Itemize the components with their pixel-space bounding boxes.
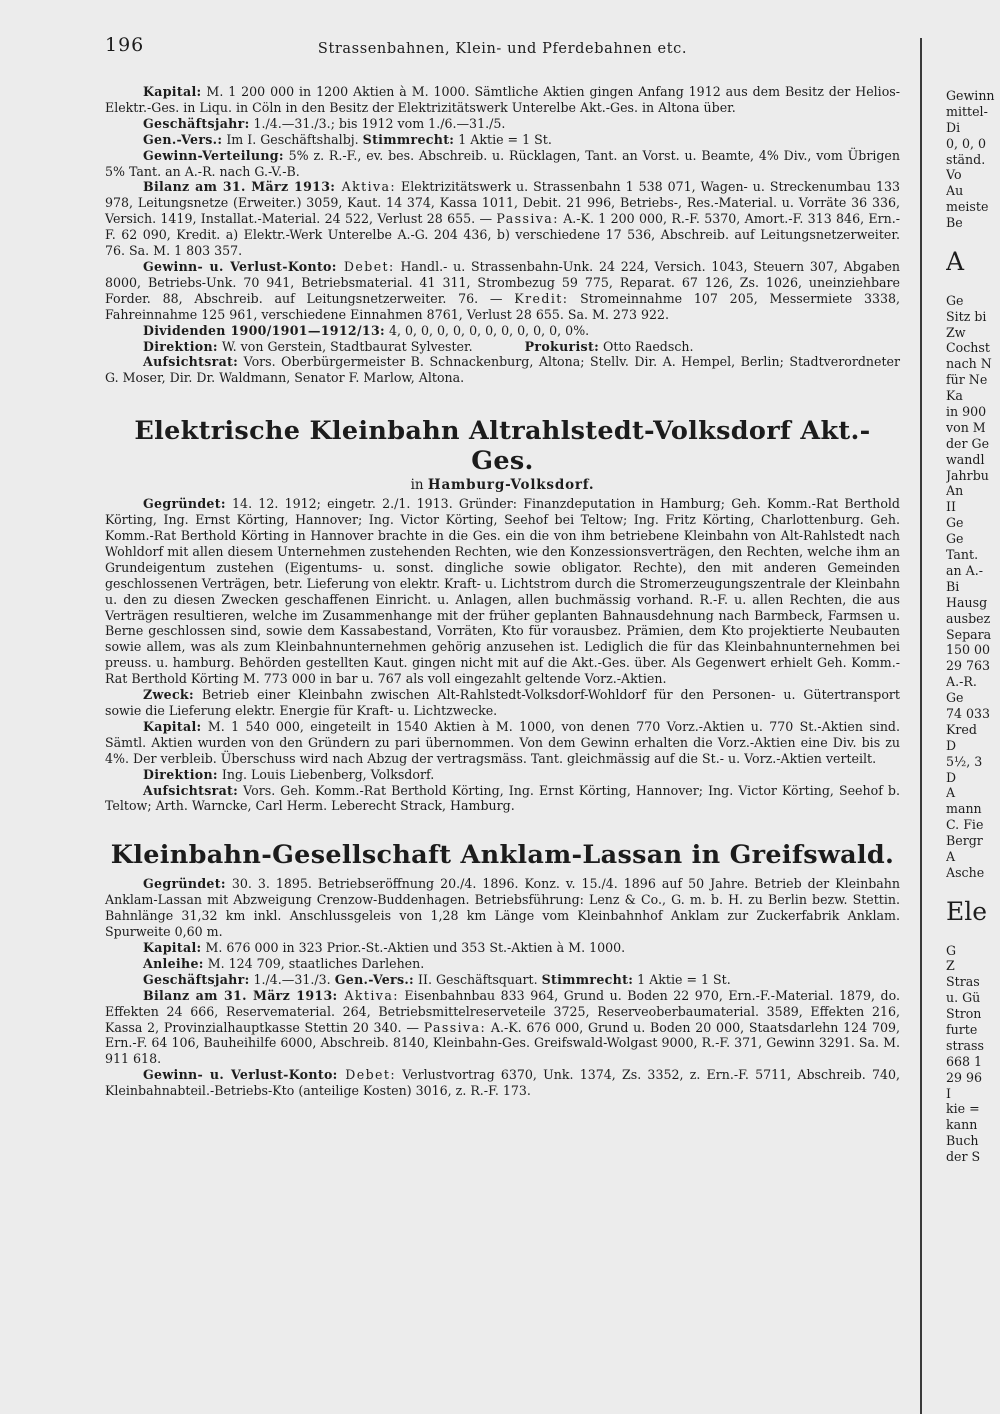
fragment-line: 29 96 [946, 1069, 983, 1085]
label-passiva: Passiva: [423, 1019, 487, 1035]
label-aktiva: Aktiva: [337, 987, 399, 1003]
fragment-line: Zw [946, 324, 966, 340]
text-kapital: M. 676 000 in 323 Prior.-St.-Aktien und 353 St.-Aktien à M. 1000. [201, 939, 626, 955]
label-stimmrecht: Stimmrecht: [541, 971, 634, 987]
fragment-line: Bi [946, 578, 960, 594]
label-gewinn-verlust: Gewinn- u. Verlust-Konto: [143, 258, 337, 274]
text-geschaeftsjahr: 1./4.—31./3.; bis 1912 vom 1./6.—31./5. [249, 115, 506, 131]
paragraph-aufsichtsrat [105, 783, 900, 815]
fragment-line: An [946, 483, 964, 499]
fragment-line: ständ. [946, 151, 986, 167]
label-passiva: Passiva: [496, 211, 559, 227]
fragment-line: mittel- [946, 103, 988, 119]
paragraph-direktion [105, 767, 900, 783]
text-debet: Handl.- u. Strassenbahn-Unk. 24 224, Versich. 1043, Steuern 307, Abgaben 8000, Betriebs-Unk. 70 941, Betriebsmaterial. 41 311, Strombezug 59 775, Reparat. 67 126, Zs. 1026, uneinziehbare Forder. 88, Abschreib. auf Leitungsnetzerweiter. 76. — [105, 258, 901, 306]
text-aktiva: Eisenbahnbau 833 964, Grund u. Boden 22 970, Ern.-F.-Material. 1879, do. Effekten 24 666, Reservematerial. 264, Betriebsmittelreserveteile 3725, Reserveoberbaumaterial. 3589, Effekten 216, Kassa 2, Provinzialhauptkasse Stettin 20 340. — [105, 987, 900, 1035]
entry-anklam-lassan [105, 876, 900, 1099]
company-location [105, 476, 900, 494]
fragment-line: 150 00 [946, 642, 991, 658]
text-kapital: M. 1 540 000, eingeteilt in 1540 Aktien à M. 1000, von denen 770 Vorz.-Aktien u. 770 St.-Aktien sind. Sämtl. Aktien wurden von den Gründern zu pari übernommen. Von dem Gewinn erhalten die Vorz.-Aktien eine Div. bis zu 4%. Der verbleib. Überschuss wird nach Abzug der vertragsmäss. Tant. gleichmässig auf die St.- u. Vorz.-Aktien verteilt. [105, 718, 900, 766]
fragment-line: Stras [946, 974, 980, 990]
label-debet: Debet: [337, 1067, 396, 1083]
text-stimmrecht: 1 Aktie = 1 St. [633, 971, 731, 987]
fragment-line: Jahrbu [946, 467, 989, 483]
paragraph-aufsichtsrat [105, 354, 900, 386]
fragment-line: Kred [946, 721, 977, 737]
fragment-line: meiste [946, 199, 989, 215]
fragment-line: Ge [946, 292, 964, 308]
text-gewinn-verteilung: 5% z. R.-F., ev. bes. Abschreib. u. Rücklagen, Tant. an Vorst. u. Beamte, 4% Div., vom Übrigen 5% Tant. an A.-R. nach G.-V.-B. [105, 147, 900, 179]
fragment-line: 74 033 [946, 705, 991, 721]
paragraph-direktion [105, 339, 900, 355]
fragment-line [946, 277, 1000, 293]
text-kredit: Stromeinnahme 107 205, Messermiete 3338, Fahreinnahme 125 961, verschiedene Einnahmen 8761, Verlust 28 655. Sa. M. 273 922. [105, 290, 901, 322]
fragment-line [946, 231, 1000, 247]
paragraph-geschaeftsjahr [105, 116, 900, 132]
label-aktiva: Aktiva: [335, 179, 397, 195]
text-direktion: Ing. Louis Liebenberg, Volksdorf. [217, 766, 435, 782]
label-direktion: Direktion: [143, 766, 218, 782]
text-anleihe: M. 124 709, staatliches Darlehen. [203, 955, 425, 971]
text-geschaeftsjahr: 1./4.—31./3. [249, 971, 335, 987]
label-kapital: Kapital: [143, 939, 202, 955]
paragraph-anleihe [105, 956, 900, 972]
fragment-line: an A.- [946, 562, 983, 578]
company-title-anklam-lassan: Kleinbahn-Gesellschaft Anklam-Lassan in Greifswald. [110, 840, 895, 871]
text-passiva: A.-K. 676 000, Grund u. Boden 20 000, Staatsdarlehn 124 709, Ern.-F. 64 106, Bauheihilfe 6000, Abschreib. 8140, Kleinbahn-Ges. Greifswald-Wolgast 9000, R.-F. 371, Gewinn 3291. Sa. M. 911 618. [105, 1019, 900, 1067]
paragraph-zweck [105, 687, 900, 719]
fragment-line: 5½, 3 [946, 753, 983, 769]
entry-altrahlstedt [105, 496, 900, 814]
fragment-line: der Ge [946, 435, 990, 451]
fragment-line: 0, 0, 0 [946, 135, 987, 151]
label-geschaeftsjahr: Geschäftsjahr: [143, 971, 250, 987]
main-column [105, 34, 901, 1099]
fragment-line: Ge [946, 515, 964, 531]
fragment-line: für Ne [946, 372, 988, 388]
fragment-line [946, 881, 1000, 897]
fragment-line: Sitz bi [946, 308, 987, 324]
location-city: Hamburg-Volksdorf. [427, 477, 595, 494]
text-aufsichtsrat: Vors. Geh. Komm.-Rat Berthold Körting, Ing. Ernst Körting, Hannover; Ing. Victor Körting, Seehof b. Teltow; Arth. Warncke, Carl Herm. Leberecht Strack, Hamburg. [105, 782, 900, 814]
paragraph-gegruendet [105, 496, 900, 687]
paragraph-kapital [105, 719, 900, 767]
fragment-line: Buch [946, 1133, 979, 1149]
text-gegruendet: 30. 3. 1895. Betriebseröffnung 20./4. 1896. Konz. v. 15./4. 1896 auf 50 Jahre. Betrieb der Kleinbahn Anklam-Lassan mit Abzweigung Crenzow-Buddenhagen. Betriebsführung: Lenz & Co., G. m. b. H. zu Berlin bezw. Stettin. Bahnlänge 31,32 km inkl. Anschlussgeleis von 1,28 km Länge vom Kleinbahnhof Anklam zur Zuckerfabrik Anklam. Spurweite 0,60 m. [105, 876, 900, 940]
fragment-line: mann [946, 801, 982, 817]
paragraph-gegruendet [105, 876, 900, 940]
label-aufsichtsrat: Aufsichtsrat: [143, 354, 239, 370]
fragment-line: II [946, 499, 956, 515]
fragment-line: Bergr [946, 833, 983, 849]
fragment-line: Hausg [946, 594, 988, 610]
label-zweck: Zweck: [143, 687, 194, 703]
label-kredit: Kredit: [514, 290, 569, 306]
company-title-altrahlstedt: Elektrische Kleinbahn Altrahlstedt-Volksdorf Akt.-Ges. [134, 416, 871, 477]
text-aufsichtsrat: Vors. Oberbürgermeister B. Schnackenburg, Altona; Stellv. Dir. A. Hempel, Berlin; Stadtverordneter G. Moser, Dir. Dr. Waldmann, Senator F. Marlow, Altona. [105, 354, 900, 386]
label-gegruendet: Gegründet: [143, 876, 226, 892]
text-debet: Verlustvortrag 6370, Unk. 1374, Zs. 3352, z. Ern.-F. 5711, Abschreib. 740, Kleinbahnabteil.-Betriebs-Kto (anteilige Kosten) 3016, z. R.-F. 173. [105, 1067, 901, 1099]
fragment-line: C. Fie [946, 817, 984, 833]
text-prokurist: Otto Raedsch. [599, 338, 694, 354]
label-gegruendet: Gegründet: [143, 496, 226, 512]
location-prefix: in [410, 477, 428, 494]
fragment-line: Asche [946, 864, 985, 880]
fragment-line: A [946, 848, 956, 864]
fragment-line: furte [946, 1021, 978, 1037]
fragment-line: Z [946, 958, 955, 974]
fragment-line: Vo [946, 167, 962, 183]
paragraph-dividenden [105, 323, 900, 339]
text-aktiva: Elektrizitätswerk u. Strassenbahn 1 538 071, Wagen- u. Streckenumbau 133 978, Leitungsnetze (Erweiter.) 3059, Kaut. 14 374, Kassa 1011, Debit. 21 996, Betriebs-, Res.-Material. u. Vorräte 36 336, Versich. 1419, Installat.-Material. 24 522, Verlust 28 655. — [105, 179, 900, 227]
fragment-line: Au [946, 183, 964, 199]
fragment-line: Ge [946, 690, 964, 706]
text-passiva: A.-K. 1 200 000, R.-F. 5370, Amort.-F. 313 846, Ern.-F. 62 090, Kredit. a) Elektr.-Werk Unterelbe A.-G. 204 436, b) verschiedene 17 536, Abschreib. auf Leitungsnetzerweiter. 76. Sa. M. 1 803 357. [105, 211, 900, 259]
fragment-line: Cochst [946, 340, 990, 356]
fragment-line: nach N [946, 356, 992, 372]
fragment-line: kie = [946, 1101, 980, 1117]
fragment-line [946, 927, 1000, 943]
fragment-line: G [946, 942, 957, 958]
label-bilanz: Bilanz am 31. März 1913: [143, 179, 336, 195]
running-head [105, 34, 900, 68]
text-stimmrecht: 1 Aktie = 1 St. [454, 131, 552, 147]
fragment-line: kann [946, 1117, 978, 1133]
fragment-line: u. Gü [946, 990, 981, 1006]
label-gen-vers: Gen.-Vers.: [334, 971, 415, 987]
label-gewinn-verteilung: Gewinn-Verteilung: [143, 147, 284, 163]
paragraph-bilanz [105, 179, 900, 259]
text-kapital: M. 1 200 000 in 1200 Aktien à M. 1000. Sämtliche Aktien gingen Anfang 1912 aus dem Besitz der Helios-Elektr.-Ges. in Liqu. in Cöln in den Besitz der Elektrizitätswerk Unterelbe Akt.-Ges. in Altona über. [105, 84, 900, 115]
label-bilanz: Bilanz am 31. März 1913: [143, 987, 338, 1003]
fragment-line: Di [946, 119, 961, 135]
label-stimmrecht: Stimmrecht: [362, 131, 455, 147]
entry-continued [105, 84, 900, 386]
fragment-line: ausbez [946, 610, 991, 626]
fragment-line: A.-R. [946, 674, 977, 690]
paragraph-gen-vers [105, 132, 900, 148]
label-direktion: Direktion: [143, 338, 218, 354]
text-gegruendet: 14. 12. 1912; eingetr. 2./1. 1913. Gründer: Finanzdeputation in Hamburg; Geh. Komm.-Rat Berthold Körting, Ing. Ernst Körting, Hannover; Ing. Victor Körting, Seehof bei Teltow; Ing. Fritz Körting, Charlottenburg. Geh. Komm.-Rat Berthold Körting in Hannover brachte in die Ges. ein die von ihm betriebene Kleinbahn von Alt-Rahlstedt nach Wohldorf mit allen diesem Unternehmen zustehenden Rechten, wie den Konzessionsverträgen, den Rechten, welche ihm an Grundeigentum zustehen (Eigentums- u. sonst. dingliche sowie obligator. Rechte), den mit anderen Gemeinden geschlossenen Verträgen, betr. Lieferung von elektr. Kraft- u. Lichtstrom durch die Stromerzeugungszentrale der Kleinbahn u. den zu diesen Zwecken geschaffenen Einricht. u. Anlagen, allen buchmässig vorhand. R.-F. u. allen Rechten, die aus Verträgen resultieren, welche im Zusammenhange mit der früher geplanten Bahnausdehnung nach Barmbeck, Farmsen u. Berne geschlossen sind, sowie dem Kassabestand, Vorräten, Kto für vorausbez. Prämien, dem Kto projektierte Neubauten sowie allem, was als zum Kleinbahnunternehmen gehörig anzusehen ist. Lediglich die für das Kleinbahnunternehmen bei preuss. u. hamburg. Behörden gestellten Kaut. gingen nicht mit auf die Akt.-Ges. über. Als Gegenwert erhielt Geh. Komm.-Rat Berthold Körting M. 773 000 in bar u. 767 als voll eingezahlt geltende Vorz.-Aktien. [105, 496, 900, 687]
fragment-line: Ele [946, 896, 988, 926]
column-divider [920, 38, 922, 1414]
fragment-line: I [946, 1085, 951, 1101]
label-gen-vers: Gen.-Vers.: [143, 131, 223, 147]
fragment-line: wandl [946, 451, 985, 467]
fragment-line: Ge [946, 531, 964, 547]
label-debet: Debet: [336, 258, 395, 274]
fragment-line: 668 1 [946, 1053, 983, 1069]
fragment-line: Gewinn [946, 88, 995, 103]
page-number: 196 [105, 34, 145, 56]
fragment-line: A [946, 246, 965, 276]
paragraph-gewinn-verlust [105, 1067, 900, 1099]
label-prokurist: Prokurist: [524, 338, 600, 354]
label-dividenden: Dividenden 1900/1901—1912/13: [143, 322, 385, 338]
fragment-line: D [946, 769, 957, 785]
text-gen-vers: II. Geschäftsquart. [414, 971, 542, 987]
label-anleihe: Anleihe: [143, 955, 204, 971]
text-dividenden: 4, 0, 0, 0, 0, 0, 0, 0, 0, 0, 0, 0%. [384, 322, 590, 338]
fragment-line: in 900 [946, 404, 987, 420]
fragment-line: von M [946, 419, 986, 435]
paragraph-kapital [105, 84, 900, 116]
fragment-line: der S [946, 1149, 981, 1165]
fragment-line: A [946, 785, 956, 801]
fragment-line: Stron [946, 1006, 982, 1022]
fragment-line: Tant. [946, 547, 979, 563]
label-aufsichtsrat: Aufsichtsrat: [143, 782, 239, 798]
label-geschaeftsjahr: Geschäftsjahr: [143, 115, 250, 131]
label-kapital: Kapital: [143, 718, 202, 734]
text-gen-vers: Im I. Geschäftshalbj. [222, 131, 363, 147]
fragment-line: Separa [946, 626, 992, 642]
paragraph-geschaeftsjahr [105, 972, 900, 988]
fragment-line: Be [946, 215, 963, 231]
paragraph-gewinn-verlust [105, 259, 900, 323]
adjacent-page-fragments [946, 88, 1000, 1414]
label-kapital: Kapital: [143, 84, 202, 99]
fragment-line: D [946, 737, 957, 753]
fragment-line: 29 763 [946, 658, 991, 674]
fragment-line: Ka [946, 388, 963, 404]
label-gewinn-verlust: Gewinn- u. Verlust-Konto: [143, 1067, 338, 1083]
paragraph-kapital [105, 940, 900, 956]
paragraph-bilanz [105, 988, 900, 1068]
paragraph-gewinn-verteilung [105, 148, 900, 180]
text-zweck: Betrieb einer Kleinbahn zwischen Alt-Rahlstedt-Volksdorf-Wohldorf für den Personen- u. Gütertransport sowie die Lieferung elektr. Energie für Kraft- u. Lichtzwecke. [105, 687, 900, 718]
fragment-line: strass [946, 1037, 984, 1053]
running-title: Strassenbahnen, Klein- und Pferdebahnen etc. [317, 41, 688, 57]
text-direktion: W. von Gerstein, Stadtbaurat Sylvester. [217, 338, 473, 354]
